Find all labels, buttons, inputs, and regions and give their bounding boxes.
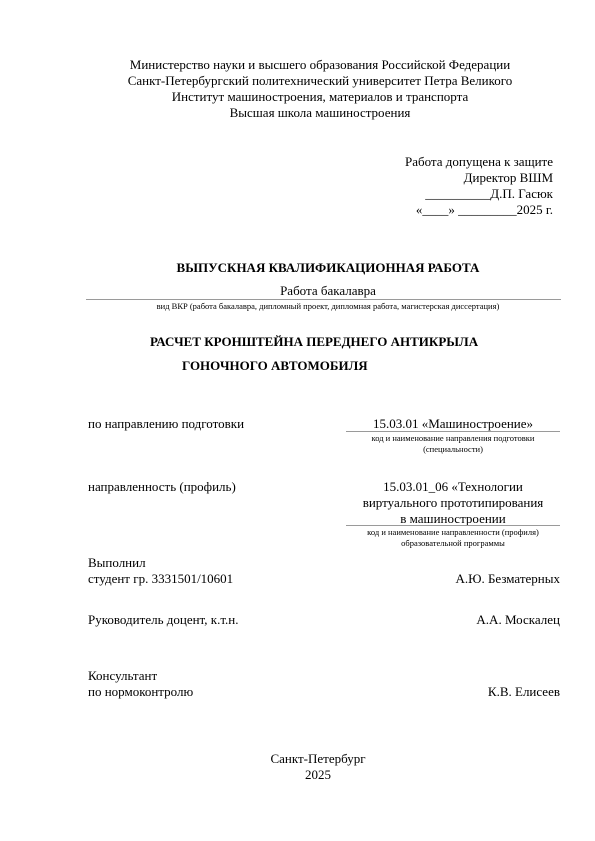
- footer-city: Санкт-Петербург: [270, 751, 366, 766]
- approval-signature: __________Д.П. Гасюк: [425, 186, 553, 201]
- supervisor-name: А.А. Москалец: [476, 612, 560, 627]
- direction-hint-1: код и наименование направления подготовки: [371, 433, 535, 443]
- profile-value-1: 15.03.01_06 «Технологии: [383, 479, 523, 494]
- consultant-name: К.В. Елисеев: [487, 684, 560, 699]
- approval-director: Директор ВШМ: [463, 170, 553, 185]
- profile-hint-2: образовательной программы: [401, 538, 505, 548]
- consultant-label-2: по нормоконтролю: [88, 684, 194, 699]
- consultant-label-1: Консультант: [88, 668, 158, 683]
- direction-value: 15.03.01 «Машиностроение»: [372, 416, 534, 431]
- university-line: Санкт-Петербургский политехнический университет Петра Великого: [127, 73, 513, 88]
- approval-line-1: Работа допущена к защите: [404, 154, 553, 169]
- profile-underline: [346, 525, 560, 526]
- profile-value-2: виртуального прототипирования: [362, 495, 544, 510]
- footer-year: 2025: [305, 767, 331, 782]
- institute-line: Институт машиностроения, материалов и транспорта: [171, 89, 469, 104]
- performer-label-2: студент гр. 3331501/10601: [88, 571, 234, 586]
- direction-underline: [346, 431, 560, 432]
- direction-hint-2: (специальности): [423, 444, 483, 454]
- performer-label-1: Выполнил: [88, 555, 146, 570]
- performer-name: А.Ю. Безматерных: [455, 571, 560, 586]
- school-line: Высшая школа машиностроения: [229, 105, 411, 120]
- work-type-underline: [86, 299, 561, 300]
- supervisor-label: Руководитель доцент, к.т.н.: [88, 612, 239, 627]
- direction-label: по направлению подготовки: [88, 416, 245, 431]
- profile-value-3: в машиностроении: [400, 511, 506, 526]
- profile-hint-1: код и наименование направленности (профиля): [367, 527, 539, 537]
- work-type-value: Работа бакалавра: [280, 283, 376, 298]
- ministry-line: Министерство науки и высшего образования Российской Федерации: [129, 57, 511, 72]
- approval-date: «____» _________2025 г.: [415, 202, 553, 217]
- work-type-hint: вид ВКР (работа бакалавра, дипломный проект, дипломная работа, магистерская диссертация): [156, 301, 500, 311]
- work-title-line-1: РАСЧЕТ КРОНШТЕЙНА ПЕРЕДНЕГО АНТИКРЫЛА: [150, 334, 479, 349]
- profile-label: направленность (профиль): [88, 479, 236, 494]
- work-type-title: ВЫПУСКНАЯ КВАЛИФИКАЦИОННАЯ РАБОТА: [176, 260, 480, 275]
- work-title-line-2: ГОНОЧНОГО АВТОМОБИЛЯ: [182, 358, 368, 373]
